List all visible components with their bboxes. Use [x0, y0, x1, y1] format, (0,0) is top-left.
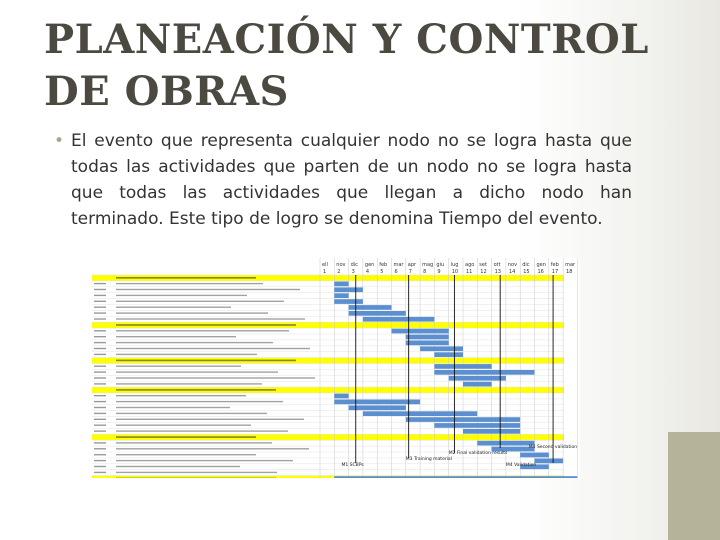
- gantt-bar: [520, 453, 549, 458]
- gantt-bar: [349, 311, 406, 316]
- gantt-task-code: [94, 307, 106, 308]
- gantt-task-code: [94, 419, 106, 420]
- gantt-month-label: ell: [322, 262, 328, 268]
- gantt-task-code: [94, 395, 106, 396]
- gantt-month-label: feb: [550, 262, 559, 268]
- gantt-milestone-label: M1 SCBPs: [341, 463, 364, 468]
- gantt-task-name: [116, 318, 305, 319]
- gantt-month-label: ott: [493, 262, 501, 268]
- gantt-month-label: dic: [350, 262, 358, 268]
- slide-title: PLANEACIÓN Y CONTROL DE OBRAS: [44, 16, 649, 115]
- gantt-month-label: nov: [507, 262, 518, 268]
- gantt-task-code: [94, 283, 106, 284]
- gantt-task-code: [94, 430, 106, 431]
- gantt-task-code: [94, 407, 106, 408]
- gantt-task-code: [94, 348, 106, 349]
- gantt-milestone-label: M4 Second validation: [528, 445, 578, 450]
- gantt-bar: [334, 293, 348, 298]
- gantt-month-number: 12: [480, 269, 487, 275]
- gantt-task-name: [116, 307, 231, 308]
- gantt-month-number: 3: [351, 269, 355, 275]
- gantt-section-title: [116, 360, 296, 362]
- gantt-bar: [434, 370, 534, 375]
- gantt-task-code: [94, 442, 106, 443]
- gantt-month-label: set: [479, 262, 487, 268]
- gantt-month-number: 9: [437, 269, 441, 275]
- gantt-bar: [363, 411, 477, 416]
- gantt-month-label: lug: [450, 262, 459, 268]
- gantt-month-label: gen: [364, 262, 375, 268]
- gantt-month-number: 13: [494, 269, 501, 275]
- gantt-month-number: 1: [323, 269, 327, 275]
- gantt-month-label: nov: [336, 262, 346, 268]
- gantt-month-number: 15: [523, 269, 530, 275]
- gantt-task-code: [94, 336, 106, 337]
- gantt-milestone-label: M3 Training material: [405, 457, 452, 462]
- gantt-bar: [434, 364, 491, 369]
- gantt-section-title: [116, 324, 296, 326]
- gantt-bar: [334, 282, 348, 287]
- gantt-task-code: [94, 413, 106, 414]
- gantt-task-name: [116, 472, 277, 473]
- gantt-task-name: [116, 348, 310, 349]
- gantt-section-title: [116, 277, 256, 279]
- gantt-task-name: [116, 419, 304, 420]
- gantt-bar: [334, 400, 420, 405]
- gantt-task-name: [116, 371, 278, 372]
- gantt-bar: [449, 376, 506, 381]
- gantt-task-name: [116, 289, 300, 290]
- gantt-task-name: [116, 301, 284, 302]
- gantt-task-code: [94, 401, 106, 402]
- gantt-month-number: 6: [394, 269, 398, 275]
- gantt-bar: [349, 305, 392, 310]
- gantt-month-label: mar: [393, 262, 404, 268]
- gantt-task-code: [94, 342, 106, 343]
- gantt-task-name: [116, 430, 288, 431]
- gantt-month-label: apr: [407, 262, 417, 268]
- gantt-task-code: [94, 454, 106, 455]
- gantt-month-number: 18: [566, 269, 573, 275]
- gantt-bar: [406, 417, 520, 422]
- gantt-task-code: [94, 448, 106, 449]
- gantt-task-code: [94, 330, 106, 331]
- gantt-bar: [349, 405, 406, 410]
- gantt-task-name: [116, 283, 263, 284]
- gantt-task-name: [116, 442, 272, 443]
- gantt-task-name: [116, 312, 268, 313]
- gantt-bar: [334, 287, 363, 292]
- gantt-milestone-label: M4 Validation: [505, 463, 537, 468]
- gantt-task-code: [94, 425, 106, 426]
- gantt-month-label: feb: [379, 262, 388, 268]
- gantt-task-code: [94, 460, 106, 461]
- gantt-task-code: [94, 318, 106, 319]
- gantt-chart: [92, 258, 580, 478]
- gantt-task-code: [94, 366, 106, 367]
- gantt-bar: [392, 329, 449, 334]
- gantt-chart-image: [92, 258, 580, 478]
- gantt-task-name: [116, 401, 283, 402]
- gantt-task-name: [116, 295, 247, 296]
- gantt-task-name: [116, 460, 293, 461]
- gantt-bar: [334, 299, 363, 304]
- gantt-milestone-label: M2 Final validation results: [448, 451, 508, 456]
- gantt-task-code: [94, 466, 106, 467]
- gantt-month-label: gen: [536, 262, 546, 268]
- gantt-bar: [535, 459, 564, 464]
- gantt-task-code: [94, 371, 106, 372]
- gantt-bar: [477, 441, 534, 446]
- gantt-bar: [406, 335, 449, 340]
- gantt-bar: [463, 429, 520, 434]
- gantt-task-code: [94, 301, 106, 302]
- gantt-month-number: 5: [380, 269, 384, 275]
- gantt-task-code: [94, 472, 106, 473]
- gantt-task-code: [94, 295, 106, 296]
- gantt-bar: [363, 317, 435, 322]
- gantt-month-number: 11: [466, 269, 473, 275]
- gantt-task-code: [94, 354, 106, 355]
- gantt-task-name: [116, 330, 289, 331]
- gantt-task-code: [94, 377, 106, 378]
- gantt-task-code: [94, 383, 106, 384]
- gantt-task-code: [94, 289, 106, 290]
- gantt-task-name: [116, 336, 236, 337]
- bullet-text: El evento que representa cualquier nodo no se logra hasta que todas las actividades que parten de un nodo no se logra hasta que todas las actividades que llegan a dicho nodo han terminado. Este tipo de logro se denomina Tiempo del evento.: [71, 131, 632, 229]
- gantt-month-label: ago: [465, 262, 475, 268]
- gantt-task-name: [116, 354, 257, 355]
- gantt-month-number: 16: [537, 269, 544, 275]
- gantt-task-name: [116, 342, 273, 343]
- gantt-month-label: mar: [565, 262, 576, 268]
- gantt-task-name: [116, 466, 240, 467]
- gantt-task-name: [116, 377, 315, 378]
- gantt-month-number: 7: [408, 269, 412, 275]
- gantt-task-name: [116, 448, 309, 449]
- gantt-month-label: dic: [522, 262, 530, 268]
- gantt-task-name: [116, 395, 246, 396]
- gantt-section-title: [116, 436, 256, 438]
- gantt-month-label: giu: [436, 262, 445, 268]
- bullet-icon: •: [54, 131, 65, 151]
- gantt-task-code: [94, 312, 106, 313]
- gantt-bar: [334, 394, 348, 399]
- accent-bar: [668, 432, 720, 540]
- gantt-task-name: [116, 383, 262, 384]
- gantt-section-title: [116, 389, 276, 391]
- gantt-month-number: 10: [451, 269, 459, 275]
- gantt-month-label: mag: [422, 262, 434, 268]
- gantt-bar: [420, 346, 463, 351]
- gantt-task-name: [116, 454, 256, 455]
- gantt-task-name: [116, 413, 267, 414]
- bullet-item: [54, 128, 632, 232]
- gantt-month-number: 4: [365, 269, 370, 275]
- gantt-bar: [434, 352, 463, 357]
- gantt-task-name: [116, 407, 230, 408]
- gantt-bar: [463, 382, 492, 387]
- gantt-month-number: 2: [337, 269, 341, 275]
- gantt-bar: [434, 423, 520, 428]
- gantt-month-number: 8: [423, 269, 427, 275]
- gantt-task-name: [116, 425, 251, 426]
- gantt-bar: [406, 341, 449, 346]
- gantt-month-number: 17: [551, 269, 559, 275]
- gantt-task-name: [116, 366, 241, 367]
- gantt-month-number: 14: [508, 269, 516, 275]
- gantt-bar: [334, 476, 577, 478]
